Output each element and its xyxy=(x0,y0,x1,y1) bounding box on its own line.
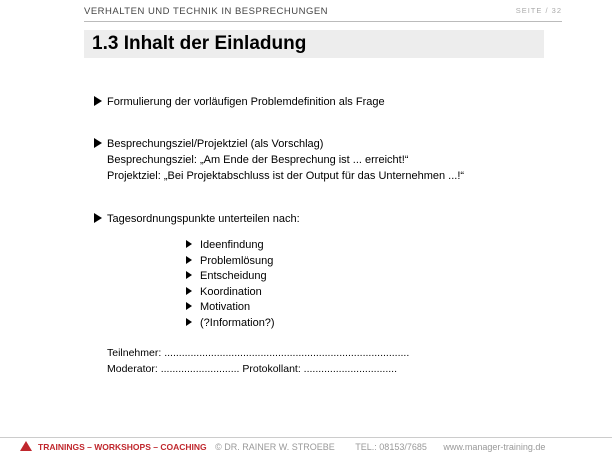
sub-bullet-icon xyxy=(186,318,192,326)
footer-brand: TRAININGS – WORKSHOPS – COACHING xyxy=(38,442,207,452)
bullet-triangle-icon xyxy=(94,213,102,223)
running-header xyxy=(84,6,562,17)
agenda-item: (?Information?) xyxy=(186,316,275,332)
footer-website: www.manager-training.de xyxy=(443,442,546,452)
bullet-text: Besprechungsziel/Projektziel (als Vorschlag) xyxy=(107,138,324,150)
agenda-item: Problemlösung xyxy=(186,254,273,270)
bullet-triangle-icon xyxy=(94,96,102,106)
title-bar xyxy=(84,30,544,58)
header-divider xyxy=(84,21,562,22)
brand-triangle-icon xyxy=(20,441,32,451)
footer-phone: TEL.: 08153/7685 xyxy=(355,442,427,452)
goal-meeting: Besprechungsziel: „Am Ende der Besprechung ist ... erreicht!“ xyxy=(107,154,409,166)
page-number: SEITE / 32 xyxy=(515,6,562,15)
footer xyxy=(20,441,545,452)
bullet-goals xyxy=(94,137,323,153)
agenda-item: Entscheidung xyxy=(186,269,267,285)
agenda-item: Koordination xyxy=(186,285,262,301)
agenda-item: Motivation xyxy=(186,300,250,316)
agenda-item: Ideenfindung xyxy=(186,238,264,254)
slide-title: 1.3 Inhalt der Einladung xyxy=(92,33,307,54)
goal-project: Projektziel: „Bei Projektabschluss ist der Output für das Unternehmen ...!“ xyxy=(107,170,465,182)
sub-bullet-icon xyxy=(186,256,192,264)
header-title: VERHALTEN UND TECHNIK IN BESPRECHUNGEN xyxy=(84,6,329,17)
bullet-agenda xyxy=(94,212,300,228)
sub-bullet-icon xyxy=(186,240,192,248)
sub-bullet-icon xyxy=(186,271,192,279)
footer-divider xyxy=(0,437,612,438)
bullet-text: Formulierung der vorläufigen Problemdefinition als Frage xyxy=(107,96,385,108)
bullet-problem-definition xyxy=(94,95,385,111)
sub-bullet-icon xyxy=(186,287,192,295)
participants-line: Teilnehmer: .................................................................................... xyxy=(107,347,410,359)
bullet-text: Tagesordnungspunkte unterteilen nach: xyxy=(107,213,300,225)
moderator-line: Moderator: ........................... Protokollant: ................................ xyxy=(107,363,398,375)
footer-author: © DR. RAINER W. STROEBE xyxy=(215,442,335,452)
bullet-triangle-icon xyxy=(94,138,102,148)
sub-bullet-icon xyxy=(186,302,192,310)
